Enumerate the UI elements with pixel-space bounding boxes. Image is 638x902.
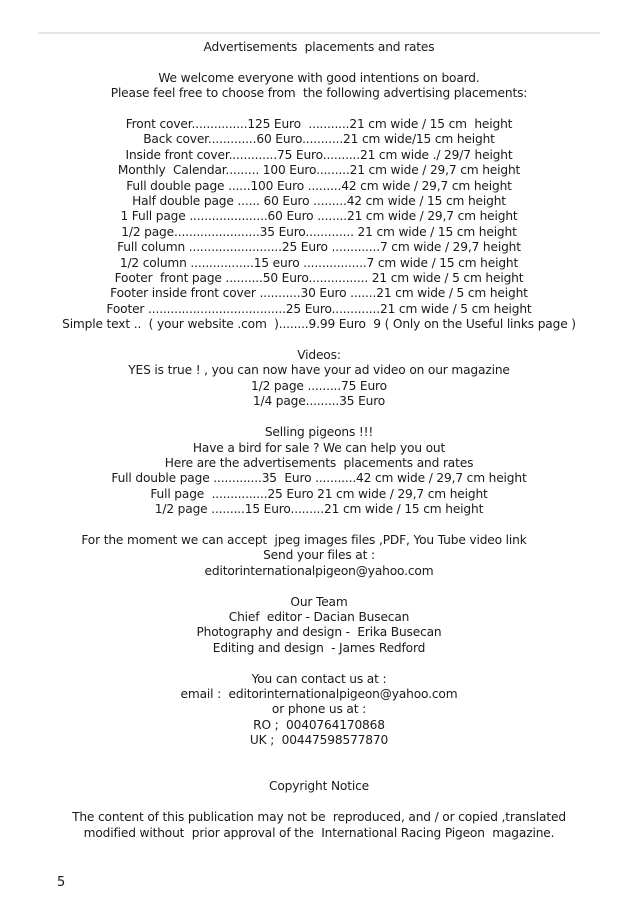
videos-line: 1/4 page.........35 Euro [252,394,386,409]
rate-line: 1/2 column .................15 euro .................7 cm wide / 15 cm height [119,255,519,270]
selling-line: 1/2 page .........15 Euro.........21 cm wide / 15 cm height [154,502,484,517]
contact-line: or phone us at : [271,702,367,717]
spacer [0,764,638,779]
videos-line: 1/2 page .........75 Euro [251,378,387,393]
spacer [0,55,638,70]
rate-line: Full column .........................25 Euro .............7 cm wide / 29,7 height [117,240,521,255]
contact-heading: You can contact us at : [251,671,387,686]
spacer [0,518,638,533]
team-heading: Our Team [290,594,348,609]
spacer [0,579,638,594]
rate-line: Simple text .. ( your website .com )........9.99 Euro 9 ( Only on the Useful links page ) [62,317,576,332]
contact-email: email : editorinternationalpigeon@yahoo.com [180,686,458,701]
page-title: Advertisements placements and rates [203,40,435,54]
selling-line: Full double page .............35 Euro ...........42 cm wide / 29,7 cm height [111,471,527,486]
rate-line: Footer inside front cover ...........30 Euro .......21 cm wide / 5 cm height [110,286,528,301]
rate-line: Half double page ...... 60 Euro .........42 cm wide / 15 cm height [132,194,506,209]
rate-line: Footer .....................................25 Euro.............21 cm wide / 5 cm height [106,301,532,316]
intro-line: Please feel free to choose from the following advertising placements: [110,86,528,101]
spacer [0,102,638,117]
selling-line: Full page ...............25 Euro 21 cm wide / 29,7 cm height [150,486,488,501]
copyright-text: The content of this publication may not be reproduced, and / or copied ,translated [72,810,566,825]
rate-line: Front cover...............125 Euro ...........21 cm wide / 15 cm height [125,117,513,131]
intro-line: We welcome everyone with good intentions on board. [158,70,480,85]
rate-line: 1 Full page .....................60 Euro ........21 cm wide / 29,7 cm height [120,209,518,224]
rate-line: Full double page ......100 Euro .........42 cm wide / 29,7 cm height [126,178,512,193]
videos-line: YES is true ! , you can now have your ad video on our magazine [128,363,510,378]
rate-line: 1/2 page.......................35 Euro............. 21 cm wide / 15 cm height [121,224,517,239]
team-member: Chief editor - Dacian Busecan [228,609,410,624]
rate-line: Footer front page ..........50 Euro................ 21 cm wide / 5 cm height [114,271,524,286]
rate-line: Inside front cover.............75 Euro..........21 cm wide ./ 29/7 height [125,147,513,162]
rate-line: Back cover.............60 Euro...........21 cm wide/15 cm height [143,132,495,147]
rate-line: Monthly Calendar......... 100 Euro.........21 cm wide / 29,7 cm height [117,163,521,178]
spacer [0,795,638,810]
document-body [0,40,638,841]
files-line: Send your files at : [263,548,375,563]
copyright-heading: Copyright Notice [269,779,369,794]
copyright-text: modified without prior approval of the International Racing Pigeon magazine. [83,825,555,840]
videos-heading: Videos: [297,348,341,363]
files-email: editorinternationalpigeon@yahoo.com [204,563,434,578]
contact-phone-uk: UK ; 00447598577870 [249,733,389,748]
contact-phone-ro: RO ; 0040764170868 [253,717,385,732]
spacer [0,749,638,764]
spacer [0,410,638,425]
page-number: 5 [57,875,66,890]
team-member: Editing and design - James Redford [212,640,426,655]
selling-line: Here are the advertisements placements and rates [164,455,474,470]
top-divider [38,32,600,34]
selling-heading: Selling pigeons !!! [264,425,374,440]
spacer [0,656,638,671]
files-line: For the moment we can accept jpeg images files ,PDF, You Tube video link [81,532,527,547]
spacer [0,333,638,348]
selling-line: Have a bird for sale ? We can help you out [192,440,446,455]
team-member: Photography and design - Erika Busecan [196,625,442,640]
